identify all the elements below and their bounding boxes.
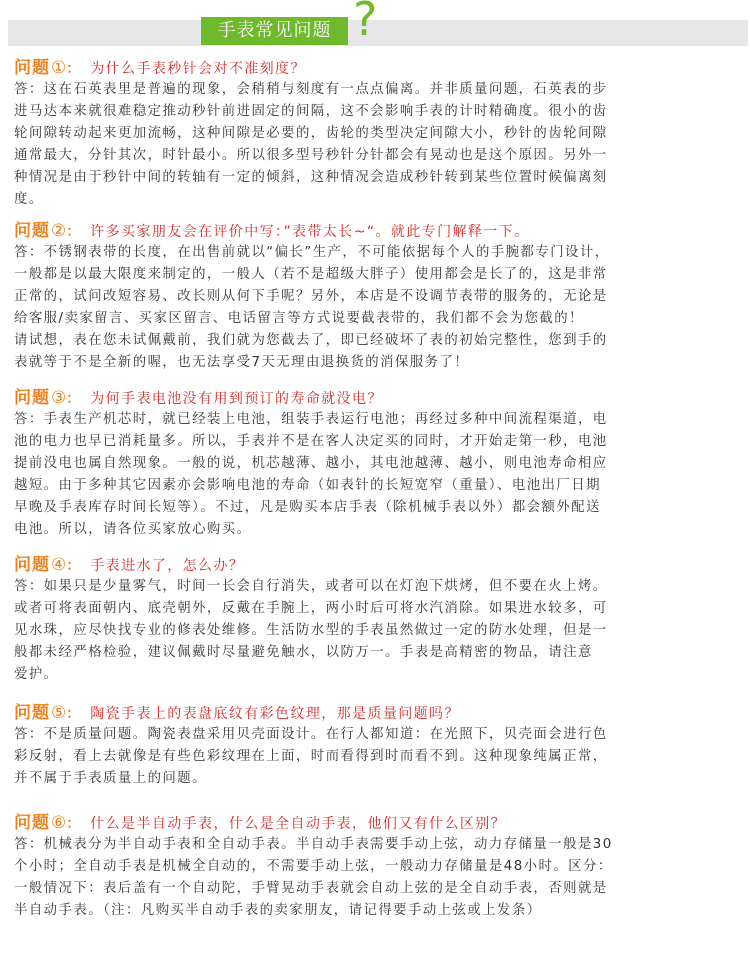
header-bar <box>8 20 748 46</box>
question-colon: ： <box>66 61 81 77</box>
question-tag: 问题 <box>14 58 50 78</box>
question-text: 许多买家朋友会在评价中写：”表带太长~“。就此专门解释一下。 <box>90 224 530 240</box>
question-number: ⑥ <box>51 813 67 833</box>
answer-line: 池的电力也早已消耗量多。所以，手表并不是在客人决定买的同时，才开始走第一秒，电池 <box>14 434 608 449</box>
answer-line: 电池。所以，请各位买家放心购买。 <box>14 522 252 537</box>
question-line <box>14 812 738 834</box>
question-tag: 问题 <box>14 703 50 723</box>
answer-line: 进马达本来就很难稳定推动秒针前进固定的间隔，这不会影响手表的计时精确度。很小的齿 <box>14 104 608 119</box>
question-colon: ： <box>66 558 81 574</box>
answer-line: 给客服/卖家留言、买家区留言、电话留言等方式说要截表带的，我们都不会为您截的！ <box>14 311 584 326</box>
answer-line: 答：机械表分为半自动手表和全自动手表。半自动手表需要手动上弦，动力存储量一般是30 <box>14 837 613 852</box>
answer-line: 种情况是由于秒针中间的转轴有一定的倾斜，这种情况会造成秒针转到某些位置时候偏离刻 <box>14 170 608 185</box>
question-number: ② <box>51 221 67 241</box>
question-number: ③ <box>51 388 67 408</box>
answer-line: 答：这在石英表里是普遍的现象，会稍稍与刻度有一点点偏离。并非质量问题，石英表的步 <box>14 82 608 97</box>
faq-item-3 <box>14 387 738 541</box>
question-colon: ： <box>66 391 81 407</box>
answer-line: 答：不是质量问题。陶瓷表盘采用贝壳面设计。在行人都知道：在光照下，贝壳面会进行色 <box>14 727 608 742</box>
answer-line: 答：手表生产机芯时，就已经装上电池，组装手表运行电池；再经过多种中间流程渠道，电 <box>14 412 608 427</box>
answer-line: 彩反射，看上去就像是有些色彩纹理在上面，时而看得到时而看不到。这种现象纯属正常， <box>14 749 608 764</box>
answer-line: 个小时；全自动手表是机械全自动的，不需要手动上弦，一般动力存储量是48小时。区分： <box>14 859 613 874</box>
faq-item-5 <box>14 702 738 790</box>
question-line <box>14 220 738 242</box>
faq-item-2 <box>14 220 738 374</box>
answer-line: 半自动手表。（注：凡购买半自动手表的卖家朋友，请记得要手动上弦或上发条） <box>14 903 542 918</box>
answer-line: 通常最大，分针其次，时针最小。所以很多型号秒针分针都会有晃动也是这个原因。另外一 <box>14 148 608 163</box>
question-line <box>14 702 738 724</box>
question-text: 什么是半自动手表，什么是全自动手表，他们又有什么区别？ <box>90 816 507 832</box>
question-tag: 问题 <box>14 555 50 575</box>
question-text: 手表进水了，怎么办？ <box>90 558 245 574</box>
question-mark-icon: ? <box>353 0 378 46</box>
answer-line: 答：如果只是少量雾气，时间一长会自行消失，或者可以在灯泡下烘烤，但不要在火上烤。 <box>14 579 608 594</box>
answer-line: 般都未经严格检验，建议佩戴时尽量避免触水，以防万一。手表是高精密的物品，请注意 <box>14 645 593 660</box>
question-tag: 问题 <box>14 221 50 241</box>
faq-header <box>8 0 748 48</box>
question-line <box>14 554 738 576</box>
answer-line: 度。 <box>14 192 44 207</box>
question-text: 陶瓷手表上的表盘底纹有彩色纹理，那是质量问题吗？ <box>90 706 460 722</box>
question-colon: ： <box>66 816 81 832</box>
question-number: ④ <box>51 555 67 575</box>
question-number: ⑤ <box>51 703 67 723</box>
question-text: 为什么手表秒针会对不准刻度？ <box>90 61 306 77</box>
answer-line: 早晚及手表库存时间长短等）。不过，凡是购买本店手表（除机械手表以外）都会额外配送 <box>14 500 601 515</box>
answer-line: 答：不锈钢表带的长度，在出售前就以“偏长”生产，不可能依据每个人的手腕都专门设计， <box>14 245 610 260</box>
answer-line: 轮间隙转动起来更加流畅，这种间隙是必要的，齿轮的类型决定间隙大小，秒针的齿轮间隙 <box>14 126 608 141</box>
question-colon: ： <box>66 224 81 240</box>
question-text: 为何手表电池没有用到预订的寿命就没电？ <box>90 391 383 407</box>
answer-line: 见水珠，应尽快找专业的修表处维修。生活防水型的手表虽然做过一定的防水处理，但是一 <box>14 623 608 638</box>
question-tag: 问题 <box>14 388 50 408</box>
question-tag: 问题 <box>14 813 50 833</box>
question-number: ① <box>51 58 67 78</box>
answer-line: 提前没电也属自然现象。一般的说，机芯越薄、越小，其电池越薄、越小，则电池寿命相应 <box>14 456 608 471</box>
header-title: 手表常见问题 <box>201 17 348 45</box>
answer-line: 一般都是以最大限度来制定的，一般人（若不是超级大胖子）使用都会是长了的，这是非常 <box>14 267 608 282</box>
faq-item-1 <box>14 57 738 211</box>
question-colon: ： <box>66 706 81 722</box>
answer-line: 一般情况下：表后盖有一个自动陀，手臂晃动手表就会自动上弦的是全自动手表，否则就是 <box>14 881 608 896</box>
faq-item-6 <box>14 812 738 922</box>
answer-line: 并不属于手表质量上的问题。 <box>14 771 207 786</box>
answer-line: 越短。由于多种其它因素亦会影响电池的寿命（如表针的长短宽窄（重量）、电池出厂日期 <box>14 478 601 493</box>
question-line <box>14 57 738 79</box>
answer-line: 爱护。 <box>14 667 59 682</box>
question-line <box>14 387 738 409</box>
answer-line: 表就等于不是全新的喔，也无法享受7天无理由退换货的消保服务了！ <box>14 355 470 370</box>
answer-line: 正常的，试问改短容易、改长则从何下手呢？另外，本店是不设调节表带的服务的，无论是 <box>14 289 608 304</box>
answer-line: 或者可将表面朝内、底壳朝外，反戴在手腕上，两小时后可将水汽消除。如果进水较多，可 <box>14 601 608 616</box>
answer-line: 请试想，表在您未试佩戴前，我们就为您截去了，即已经破坏了表的初始完整性，您到手的 <box>14 333 608 348</box>
faq-item-4 <box>14 554 738 686</box>
